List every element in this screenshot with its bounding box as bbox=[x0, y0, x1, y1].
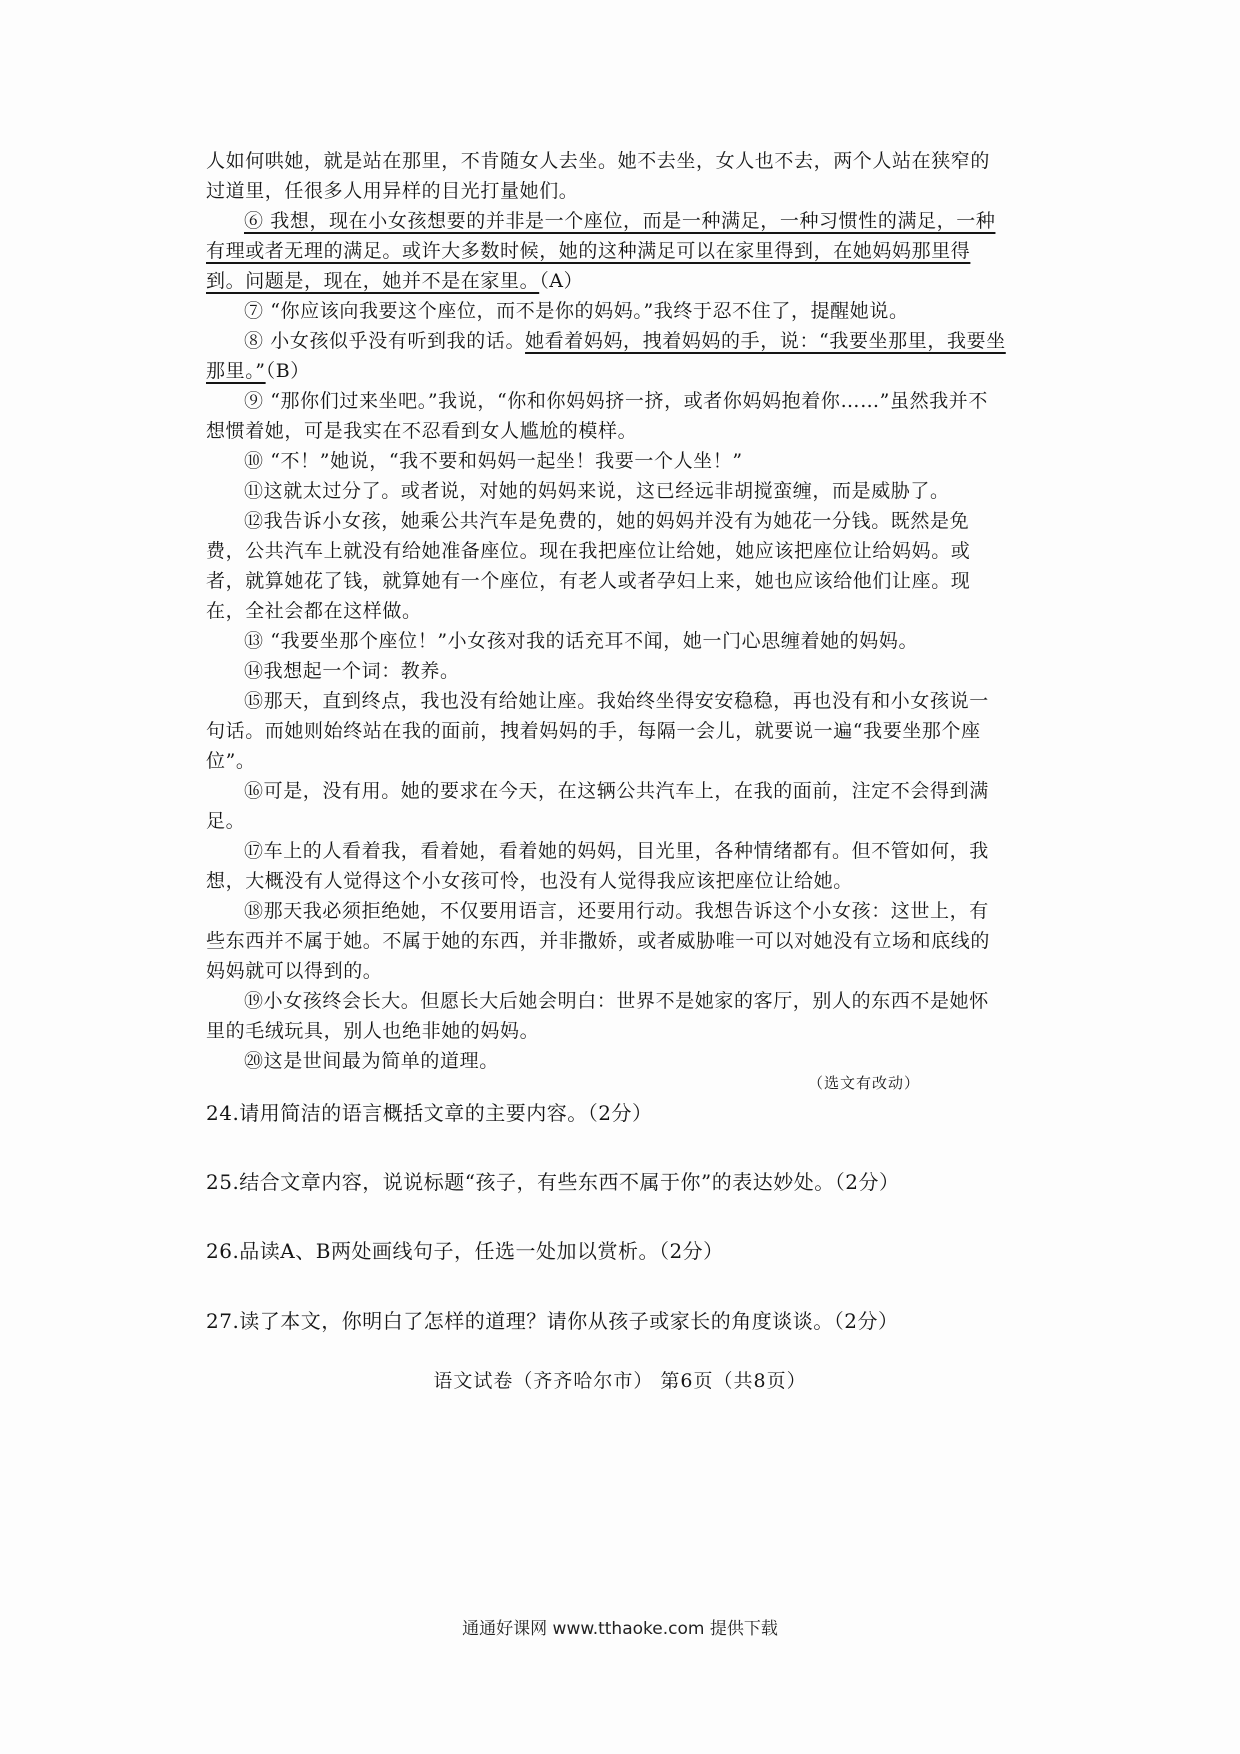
download-watermark: 通通好课网 www.tthaoke.com 提供下载 bbox=[462, 1619, 778, 1639]
reading-passage bbox=[206, 146, 1006, 1076]
paragraph-continued: 人如何哄她，就是站在那里，不肯随女人去坐。她不去坐，女人也不去，两个人站在狭窄的过道里，任很多人用异样的目光打量她们。 bbox=[206, 150, 991, 202]
paragraph-8-text: ⑧ 小女孩似乎没有听到我的话。 bbox=[244, 330, 526, 352]
paragraph-9: ⑨ “那你们过来坐吧。”我说，“你和你妈妈挤一挤，或者你妈妈抱着你……”虽然我并不想惯着她，可是我实在不忍看到女人尴尬的模样。 bbox=[206, 390, 988, 442]
paragraph-15: ⑮那天，直到终点，我也没有给她让座。我始终坐得安安稳稳，再也没有和小女孩说一句话。而她则始终站在我的面前，拽着妈妈的手，每隔一会儿，就要说一遍“我要坐那个座位”。 bbox=[206, 690, 989, 772]
source-note: （选文有改动） bbox=[808, 1074, 921, 1092]
question-24: 24.请用简洁的语言概括文章的主要内容。（2分） bbox=[206, 1101, 653, 1125]
paragraph-16: ⑯可是，没有用。她的要求在今天，在这辆公共汽车上，在我的面前，注定不会得到满足。 bbox=[206, 780, 989, 832]
paragraph-11: ⑪这就太过分了。或者说，对她的妈妈来说，这已经远非胡搅蛮缠，而是威胁了。 bbox=[244, 480, 950, 502]
underlined-sentence-a: ⑥ 我想，现在小女孩想要的并非是一个座位，而是一种满足，一种习惯性的满足，一种有理或者无理的满足。或许大多数时候，她的这种满足可以在家里得到，在她妈妈那里得到。问题是，现在，她并不是在家里。 bbox=[206, 210, 996, 292]
paragraph-10: ⑩ “不！”她说，“我不要和妈妈一起坐！我要一个人坐！” bbox=[244, 450, 743, 472]
mark-a: （A） bbox=[539, 270, 584, 292]
paragraph-17: ⑰车上的人看着我，看着她，看着她的妈妈，目光里，各种情绪都有。但不管如何，我想，大概没有人觉得这个小女孩可怜，也没有人觉得我应该把座位让给她。 bbox=[206, 840, 989, 892]
page-footer: 语文试卷（齐齐哈尔市） 第6页（共8页） bbox=[433, 1370, 807, 1392]
question-26: 26.品读A、B两处画线句子，任选一处加以赏析。（2分） bbox=[206, 1239, 724, 1263]
question-25: 25.结合文章内容，说说标题“孩子，有些东西不属于你”的表达妙处。（2分） bbox=[206, 1170, 900, 1194]
mark-b: （B） bbox=[265, 360, 310, 382]
paragraph-8 bbox=[206, 326, 1006, 386]
paragraph-18: ⑱那天我必须拒绝她，不仅要用语言，还要用行动。我想告诉这个小女孩：这世上，有些东西并不属于她。不属于她的东西，并非撒娇，或者威胁唯一可以对她没有立场和底线的妈妈就可以得到的。 bbox=[206, 900, 991, 982]
paragraph-12: ⑫我告诉小女孩，她乘公共汽车是免费的，她的妈妈并没有为她花一分钱。既然是免费，公共汽车上就没有给她准备座位。现在我把座位让给她，她应该把座位让给妈妈。或者，就算她花了钱，就算她有一个座位，有老人或者孕妇上来，她也应该给他们让座。现在，全社会都在这样做。 bbox=[206, 510, 971, 622]
paragraph-20: ⑳这是世间最为简单的道理。 bbox=[244, 1050, 499, 1072]
underlined-sentence-b: 她看着妈妈，拽着妈妈的手，说：“我要坐那里，我要坐那里。” bbox=[206, 330, 1006, 382]
paragraph-6 bbox=[206, 206, 1006, 296]
paragraph-19: ⑲小女孩终会长大。但愿长大后她会明白：世界不是她家的客厅，别人的东西不是她怀里的毛绒玩具，别人也绝非她的妈妈。 bbox=[206, 990, 989, 1042]
paragraph-14: ⑭我想起一个词：教养。 bbox=[244, 660, 460, 682]
paragraph-13: ⑬ “我要坐那个座位！”小女孩对我的话充耳不闻，她一门心思缠着她的妈妈。 bbox=[244, 630, 919, 652]
paragraph-7: ⑦ “你应该向我要这个座位，而不是你的妈妈。”我终于忍不住了，提醒她说。 bbox=[244, 300, 909, 322]
question-27: 27.读了本文，你明白了怎样的道理？请你从孩子或家长的角度谈谈。（2分） bbox=[206, 1309, 899, 1333]
